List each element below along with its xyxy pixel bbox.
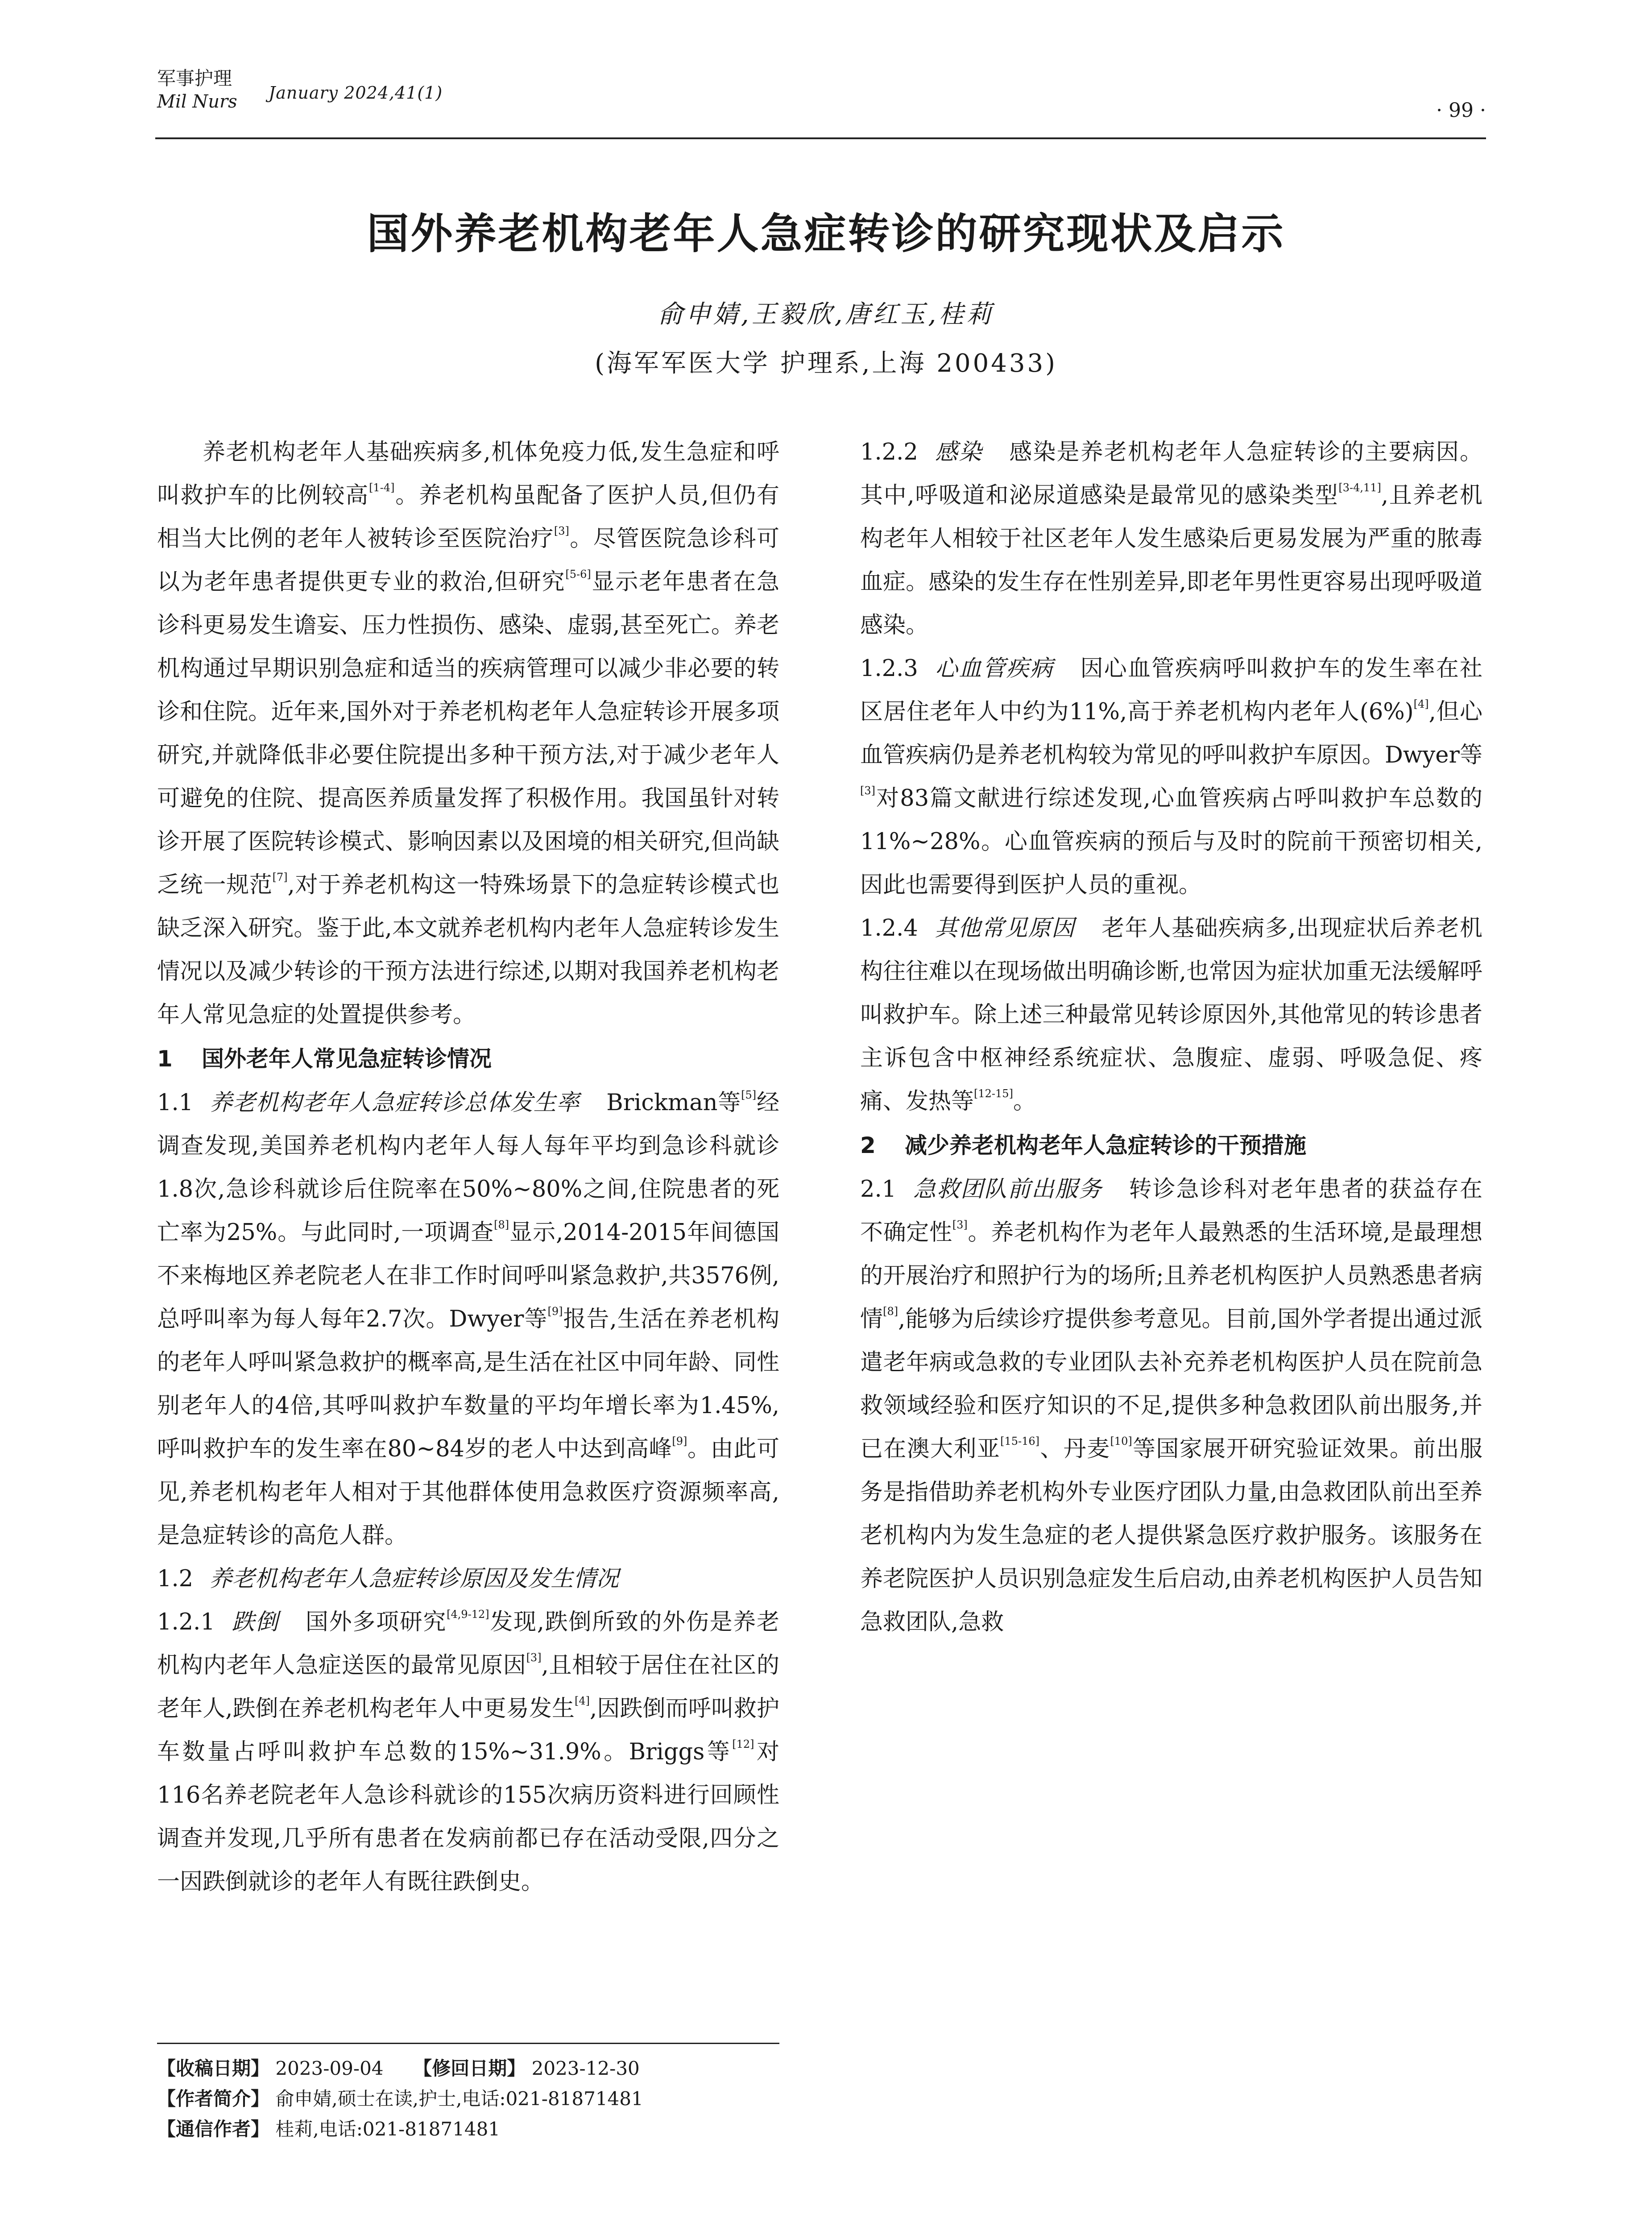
text-run: 国外多项研究: [305, 1609, 447, 1635]
text-run: ,能够为后续诊疗提供参考意见。目前,国外学者提出通过派遣老年病或急救的专业团队去补充养老机构医护人员在院前急救领域经验和医疗知识的不足,提供多种急救团队前出服务,并已在澳大利亚: [860, 1306, 1482, 1462]
text-run: Brickman等: [606, 1090, 741, 1116]
footnote-corresponding: [157, 2114, 779, 2144]
subsection-title: 急救团队前出服务: [912, 1176, 1102, 1203]
revised-date: 2023-12-30: [531, 2057, 640, 2079]
subsection-number: 1.2: [157, 1566, 194, 1592]
paragraph-text: [860, 915, 1482, 1115]
corresponding-info: 桂莉,电话:021-81871481: [275, 2118, 501, 2140]
subsection-number: 1.2.2: [860, 439, 918, 465]
author-info: 俞申婧,硕士在读,护士,电话:021-81871481: [275, 2088, 643, 2110]
citation: [9]: [547, 1305, 563, 1318]
footnote-dates: [157, 2053, 779, 2084]
citation: [3]: [952, 1219, 968, 1231]
journal-name: [157, 67, 237, 113]
text-run: 等国家展开研究验证效果。前出服务是指借助养老机构外专业医疗团队力量,由急救团队前出至养老机构内为发生急症的老人提供紧急医疗救护服务。该服务在养老院医护人员识别急症发生后启动,由养老机构医护人员告知急救团队,急救: [860, 1436, 1482, 1635]
paragraph-1-2-1: [157, 1601, 779, 1903]
text-run: 对83篇文献进行综述发现,心血管疾病占呼叫救护车总数的11%~28%。心血管疾病的预后与及时的院前干预密切相关,因此也需要得到医护人员的重视。: [860, 785, 1482, 898]
text-run: ,对于养老机构这一特殊场景下的急症转诊模式也缺乏深入研究。鉴于此,本文就养老机构内老年人急症转诊发生情况以及减少转诊的干预方法进行综述,以期对我国养老机构老年人常见急症的处置提供参考。: [157, 872, 779, 1028]
subsection-title: 养老机构老年人急症转诊总体发生率: [209, 1090, 580, 1116]
subsection-title: 感染: [934, 439, 983, 465]
subsection-title: 其他常见原因: [934, 915, 1075, 941]
paragraph-2-1: [860, 1168, 1482, 1644]
journal-name-cn: 军事护理: [157, 67, 232, 89]
text-run: 显示,2014-2015年间德国不来梅地区养老院老人在非工作时间呼叫紧急救护,共3576例,总呼叫率为每人每年2.7次。Dwyer等: [157, 1219, 779, 1332]
section-number: 2: [860, 1132, 876, 1158]
subsection-title: 心血管疾病: [934, 655, 1054, 682]
text-run: 、丹麦: [1039, 1436, 1110, 1462]
citation: [8]: [494, 1219, 509, 1231]
issue-info: January 2024,41(1): [269, 83, 443, 103]
text-run: 发现,跌倒所致的外伤是养老机构内老年人急症送医的最常见原因: [157, 1609, 779, 1679]
citation: [3]: [554, 525, 569, 537]
paragraph-1-2-4: [860, 907, 1482, 1123]
intro-paragraph: [157, 431, 779, 1037]
text-run: 养老机构老年人基础疾病多,机体免疫力低,发生急症和呼叫救护车的比例较高: [157, 439, 779, 509]
subsection-number: 1.1: [157, 1090, 194, 1116]
revised-label: 【修回日期】: [413, 2057, 526, 2079]
text-run: ,因跌倒而呼叫救护车数量占呼叫救护车总数的15%~31.9%。Briggs等: [157, 1696, 780, 1765]
received-label: 【收稿日期】: [157, 2057, 270, 2079]
text-run: 。养老机构虽配备了医护人员,但仍有相当大比例的老年人被转诊至医院治疗: [157, 482, 779, 552]
right-column: [860, 431, 1482, 1644]
text-run: 。尽管医院急诊科可以为老年患者提供更专业的救治,但研究: [157, 526, 779, 595]
text-run: 报告,生活在养老机构的老年人呼叫紧急救护的概率高,是生活在社区中同年龄、同性别老年人的4倍,其呼叫救护车数量的平均年增长率为1.45%,呼叫救护车的发生率在80~84岁的老人中达到高峰: [157, 1306, 779, 1462]
citation: [5-6]: [565, 568, 591, 581]
journal-name-en: Mil Nurs: [157, 91, 237, 112]
article-title: 国外养老机构老年人急症转诊的研究现状及启示: [367, 210, 1285, 258]
subsection-title: 跌倒: [231, 1609, 279, 1635]
text-run: 显示老年患者在急诊科更易发生谵妄、压力性损伤、感染、虚弱,甚至死亡。养老机构通过早期识别急症和适当的疾病管理可以减少非必要的转诊和住院。近年来,国外对于养老机构老年人急症转诊开展多项研究,并就降低非必要住院提出多种干预方法,对于减少老年人可避免的住院、提高医养质量发挥了积极作用。我国虽针对转诊开展了医院转诊模式、影响因素以及困境的相关研究,但尚缺乏统一规范: [157, 569, 779, 898]
text-run: 。养老机构作为老年人最熟悉的生活环境,是最理想的开展治疗和照护行为的场所;且养老机构医护人员熟悉患者病情: [860, 1219, 1482, 1332]
author-label: 【作者简介】: [157, 2088, 270, 2110]
text-run: 老年人基础疾病多,出现症状后养老机构往往难以在现场做出明确诊断,也常因为症状加重无法缓解呼叫救护车。除上述三种最常见转诊原因外,其他常见的转诊患者主诉包含中枢神经系统症状、急腹症、虚弱、呼吸急促、疼痛、发热等: [860, 915, 1482, 1115]
paragraph-text: [157, 1090, 779, 1549]
text-run: 经调查发现,美国养老机构内老年人每人每年平均到急诊科就诊1.8次,急诊科就诊后住院率在50%~80%之间,住院患者的死亡率为25%。与此同时,一项调查: [157, 1090, 779, 1246]
citation: [4]: [1413, 698, 1429, 710]
subsection-number: 1.2.3: [860, 655, 918, 682]
section-heading-2: [860, 1123, 1482, 1168]
paragraph-text: [860, 1176, 1482, 1635]
subsection-number: 2.1: [860, 1176, 897, 1203]
section-title: 国外老年人常见急症转诊情况: [202, 1046, 492, 1072]
section-number: 1: [157, 1046, 173, 1072]
citation: [4,9-12]: [447, 1608, 489, 1621]
citation: [4]: [575, 1695, 590, 1707]
text-run: 。: [1013, 1088, 1036, 1115]
subsection-number: 1.2.1: [157, 1609, 215, 1635]
paragraph-1-2-2: [860, 431, 1482, 647]
paragraph-1-1: [157, 1081, 779, 1557]
citation: [5]: [741, 1089, 757, 1101]
footnote: [157, 2053, 779, 2144]
section-heading-1: [157, 1037, 779, 1081]
section-title: 减少养老机构老年人急症转诊的干预措施: [905, 1132, 1306, 1158]
paragraph-text: [157, 1609, 779, 1895]
text-run: ,但心血管疾病仍是养老机构较为常见的呼叫救护车原因。Dwyer等: [860, 699, 1482, 768]
citation: [12]: [732, 1738, 754, 1750]
paragraph-text: [860, 439, 1482, 639]
received-date: 2023-09-04: [275, 2057, 384, 2079]
text-run: 因心血管疾病呼叫救护车的发生率在社区居住老年人中约为11%,高于养老机构内老年人(6%): [860, 655, 1482, 725]
paragraph-1-2-3: [860, 647, 1482, 907]
footnote-author: [157, 2084, 779, 2114]
citation: [15-16]: [1000, 1435, 1040, 1447]
page-number: · 99 ·: [1436, 99, 1486, 122]
subsection-heading-1-2: [157, 1557, 779, 1601]
citation: [7]: [272, 871, 288, 883]
citation: [1-4]: [369, 481, 395, 494]
header-rule: [155, 137, 1486, 139]
text-run: 对116名养老院老年人急诊科就诊的155次病历资料进行回顾性调查并发现,几乎所有患者在发病前都已存在活动受限,四分之一因跌倒就诊的老年人有既往跌倒史。: [157, 1739, 779, 1895]
corresponding-label: 【通信作者】: [157, 2118, 270, 2140]
text-run: 转诊急诊科对老年患者的获益存在不确定性: [860, 1176, 1482, 1246]
paragraph-text: [860, 655, 1482, 898]
text-run: ,且相较于居住在社区的老年人,跌倒在养老机构老年人中更易发生: [157, 1652, 779, 1722]
text-run: ,且养老机构老年人相较于社区老年人发生感染后更易发展为严重的脓毒血症。感染的发生存在性别差异,即老年男性更容易出现呼吸道感染。: [860, 482, 1483, 639]
text-run: 感染是养老机构老年人急症转诊的主要病因。其中,呼吸道和泌尿道感染是最常见的感染类型: [860, 439, 1482, 509]
citation: [9]: [672, 1435, 687, 1447]
citation: [3]: [526, 1651, 542, 1664]
citation: [12-15]: [974, 1087, 1013, 1100]
affiliation: (海军军医大学 护理系,上海 200433): [595, 349, 1057, 378]
citation: [8]: [883, 1305, 898, 1318]
left-column: [157, 431, 779, 1903]
footnote-rule: [157, 2043, 779, 2044]
citation: [10]: [1110, 1435, 1132, 1447]
subsection-title: 养老机构老年人急症转诊原因及发生情况: [209, 1566, 619, 1592]
citation: [3-4,11]: [1338, 481, 1381, 494]
citation: [3]: [860, 784, 875, 797]
text-run: 。由此可见,养老机构老年人相对于其他群体使用急救医疗资源频率高,是急症转诊的高危人群。: [157, 1436, 779, 1549]
subsection-number: 1.2.4: [860, 915, 918, 941]
author-list: 俞申婧,王毅欣,唐红玉,桂莉: [658, 300, 994, 329]
